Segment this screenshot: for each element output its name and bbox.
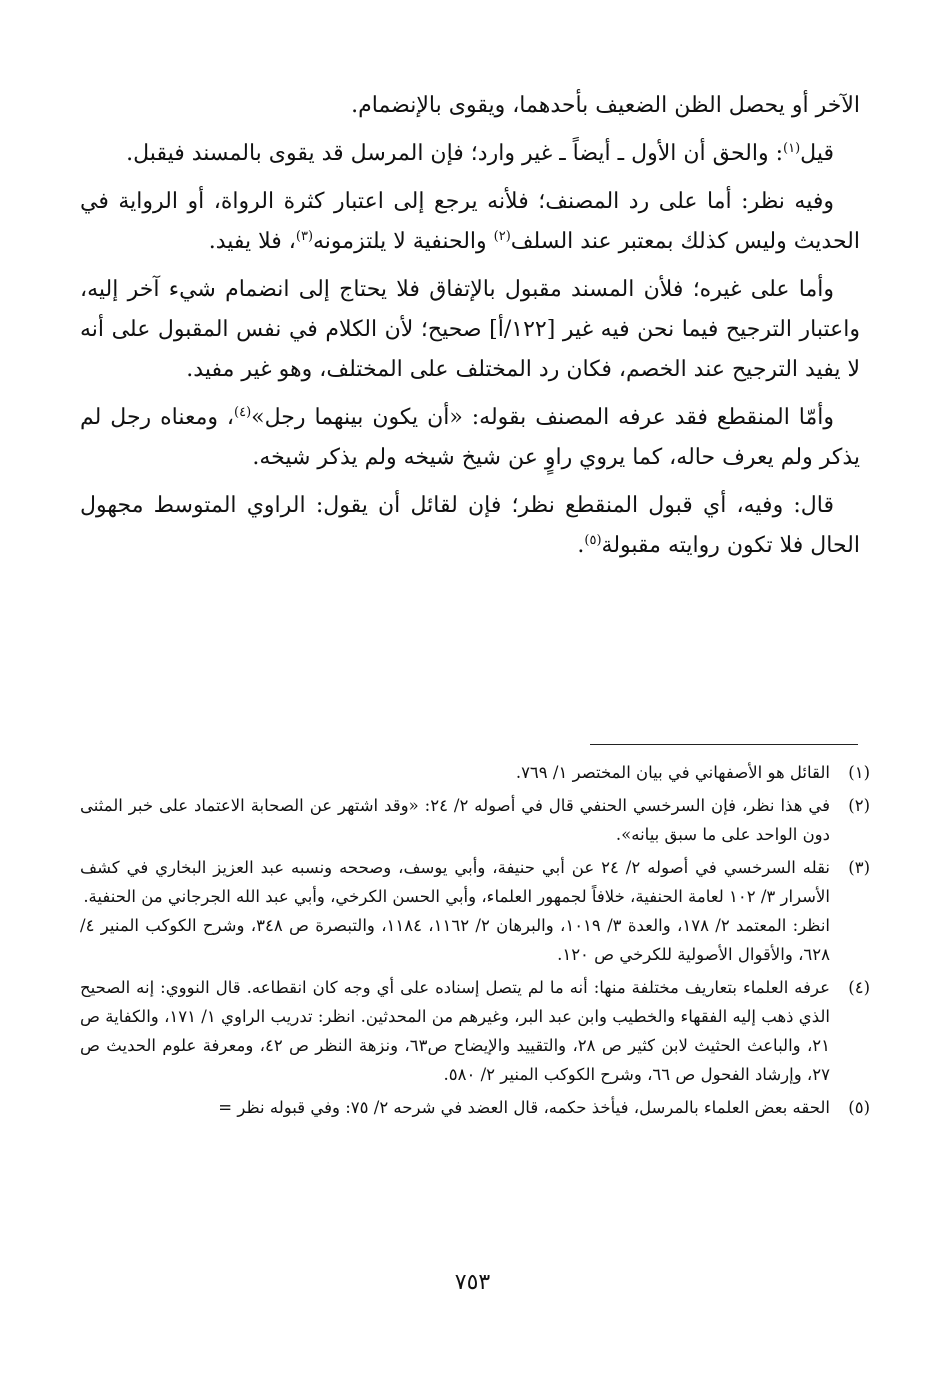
footnote-1 [80,758,870,787]
page-number: ٧٥٣ [454,1270,491,1295]
footnote-2 [80,791,870,849]
footnote-ref: (٢) [493,229,511,244]
footnote-text: نقله السرخسي في أصوله ٢/ ٢٤ عن أبي حنيفة، وأبي يوسف، وصححه ونسبه عبد العزيز البخاري في كشف الأسرار ٣/ ١٠٢ لعامة الحنفية، خلافاً لجمهور العلماء، وأبي الحسن الكرخي، وأبي عبد الله الجرجاني من الحنفية. [80,858,831,906]
footnote-5 [80,1093,870,1122]
footnote-number: (٤) [848,978,870,997]
footnote-text: الحقه بعض العلماء بالمرسل، فيأخذ حكمه، قال العضد في شرحه ٢/ ٧٥: وفي قبوله نظر = [218,1098,830,1117]
paragraph-1: الآخر أو يحصل الظن الضعيف بأحدهما، ويقوى بالإنضمام. [351,93,860,118]
paragraph-2: قيل$^{(١)}$: والحق أن الأول ـ أيضاً ـ غير وارد؛ فإن المرسل قد يقوى بالمسند فيقبل. [126,141,834,166]
footnote-text: في هذا نظر، فإن السرخسي الحنفي قال في أصوله ٢/ ٢٤: «وقد اشتهر عن الصحابة الاعتماد على خبر المثنى دون الواحد على ما سبق بيانه». [80,796,831,844]
footnote-separator [590,744,858,745]
footnote-text: عرفه العلماء بتعاريف مختلفة منها: أنه ما لم يتصل إسناده على أي وجه كان انقطاعه. قال النووي: إنه الصحيح الذي ذهب إليه الفقهاء والخطيب وابن عبد البر، وغيرهم من المحدثين. انظر: تدريب الراوي ١/ ١٧١، والكفاية ص ٢١، والباعث الحثيث لابن كثير ص ٢٨، والتقييد والإيضاح ص٦٣، ونزهة النظر ص ٤٢، ومعرفة علوم الحديث ص ٢٧، وإرشاد الفحول ص ٦٦، وشرح الكوكب المنير ٢/ ٥٨٠. [80,978,831,1084]
footnote-text: القائل هو الأصفهاني في بيان المختصر ١/ ٧٦٩. [515,763,830,782]
paragraph-4: وأما على غيره؛ فلأن المسند مقبول بالإتفاق فلا يحتاج إلى انضمام شيء آخر إليه، واعتبار الترجيح فيما نحن فيه غير [١٢٢/أ] صحيح؛ لأن الكلام في نفس المقبول على أنه لا يفيد الترجيح عند الخصم، فكان رد المختلف على المختلف، وهو غير مفيد. [80,277,860,382]
footnote-ref: (٥) [584,533,602,548]
footnote-references: انظر: المعتمد ٢/ ١٧٨، والعدة ٣/ ١٠١٩، والبرهان ٢/ ١١٦٢، ١١٨٤، والتبصرة ص ٣٤٨، وشرح الكوكب المنير ٤/ ٦٢٨، والأقوال الأصولية للكرخي ص ١٢٠. [80,916,831,964]
footnote-ref: (٤) [234,405,252,420]
paragraph-6: قال: وفيه، أي قبول المنقطع نظر؛ فإن لقائل أن يقول: الراوي المتوسط مجهول الحال فلا تكون روايته مقبولة$^{(٥)}$. [80,493,860,558]
paragraph-3: وفيه نظر: أما على رد المصنف؛ فلأنه يرجع إلى اعتبار كثرة الرواة، أو الرواية في الحديث وليس كذلك بمعتبر عند السلف$^{(٢)}$ والحنفية لا يلتزمونه$^{(٣)}$، فلا يفيد. [80,189,860,254]
footnote-number: (٣) [848,858,870,877]
footnotes [80,758,870,1126]
footnote-number: (٢) [848,796,870,815]
main-text [80,86,860,574]
footnote-ref: (١) [783,141,801,156]
footnote-number: (١) [848,763,870,782]
footnote-4 [80,973,870,1089]
footnote-number: (٥) [848,1098,870,1117]
footnote-ref: (٣) [295,229,314,244]
paragraph-5: وأمّا المنقطع فقد عرفه المصنف بقوله: «أن يكون بينهما رجل»$^{(٤)}$، ومعناه رجل لم يذكر ولم يعرف حاله، كما يروي راوٍ عن شيخ شيخه ولم يذكر شيخه. [80,405,860,470]
footnote-3 [80,853,870,969]
